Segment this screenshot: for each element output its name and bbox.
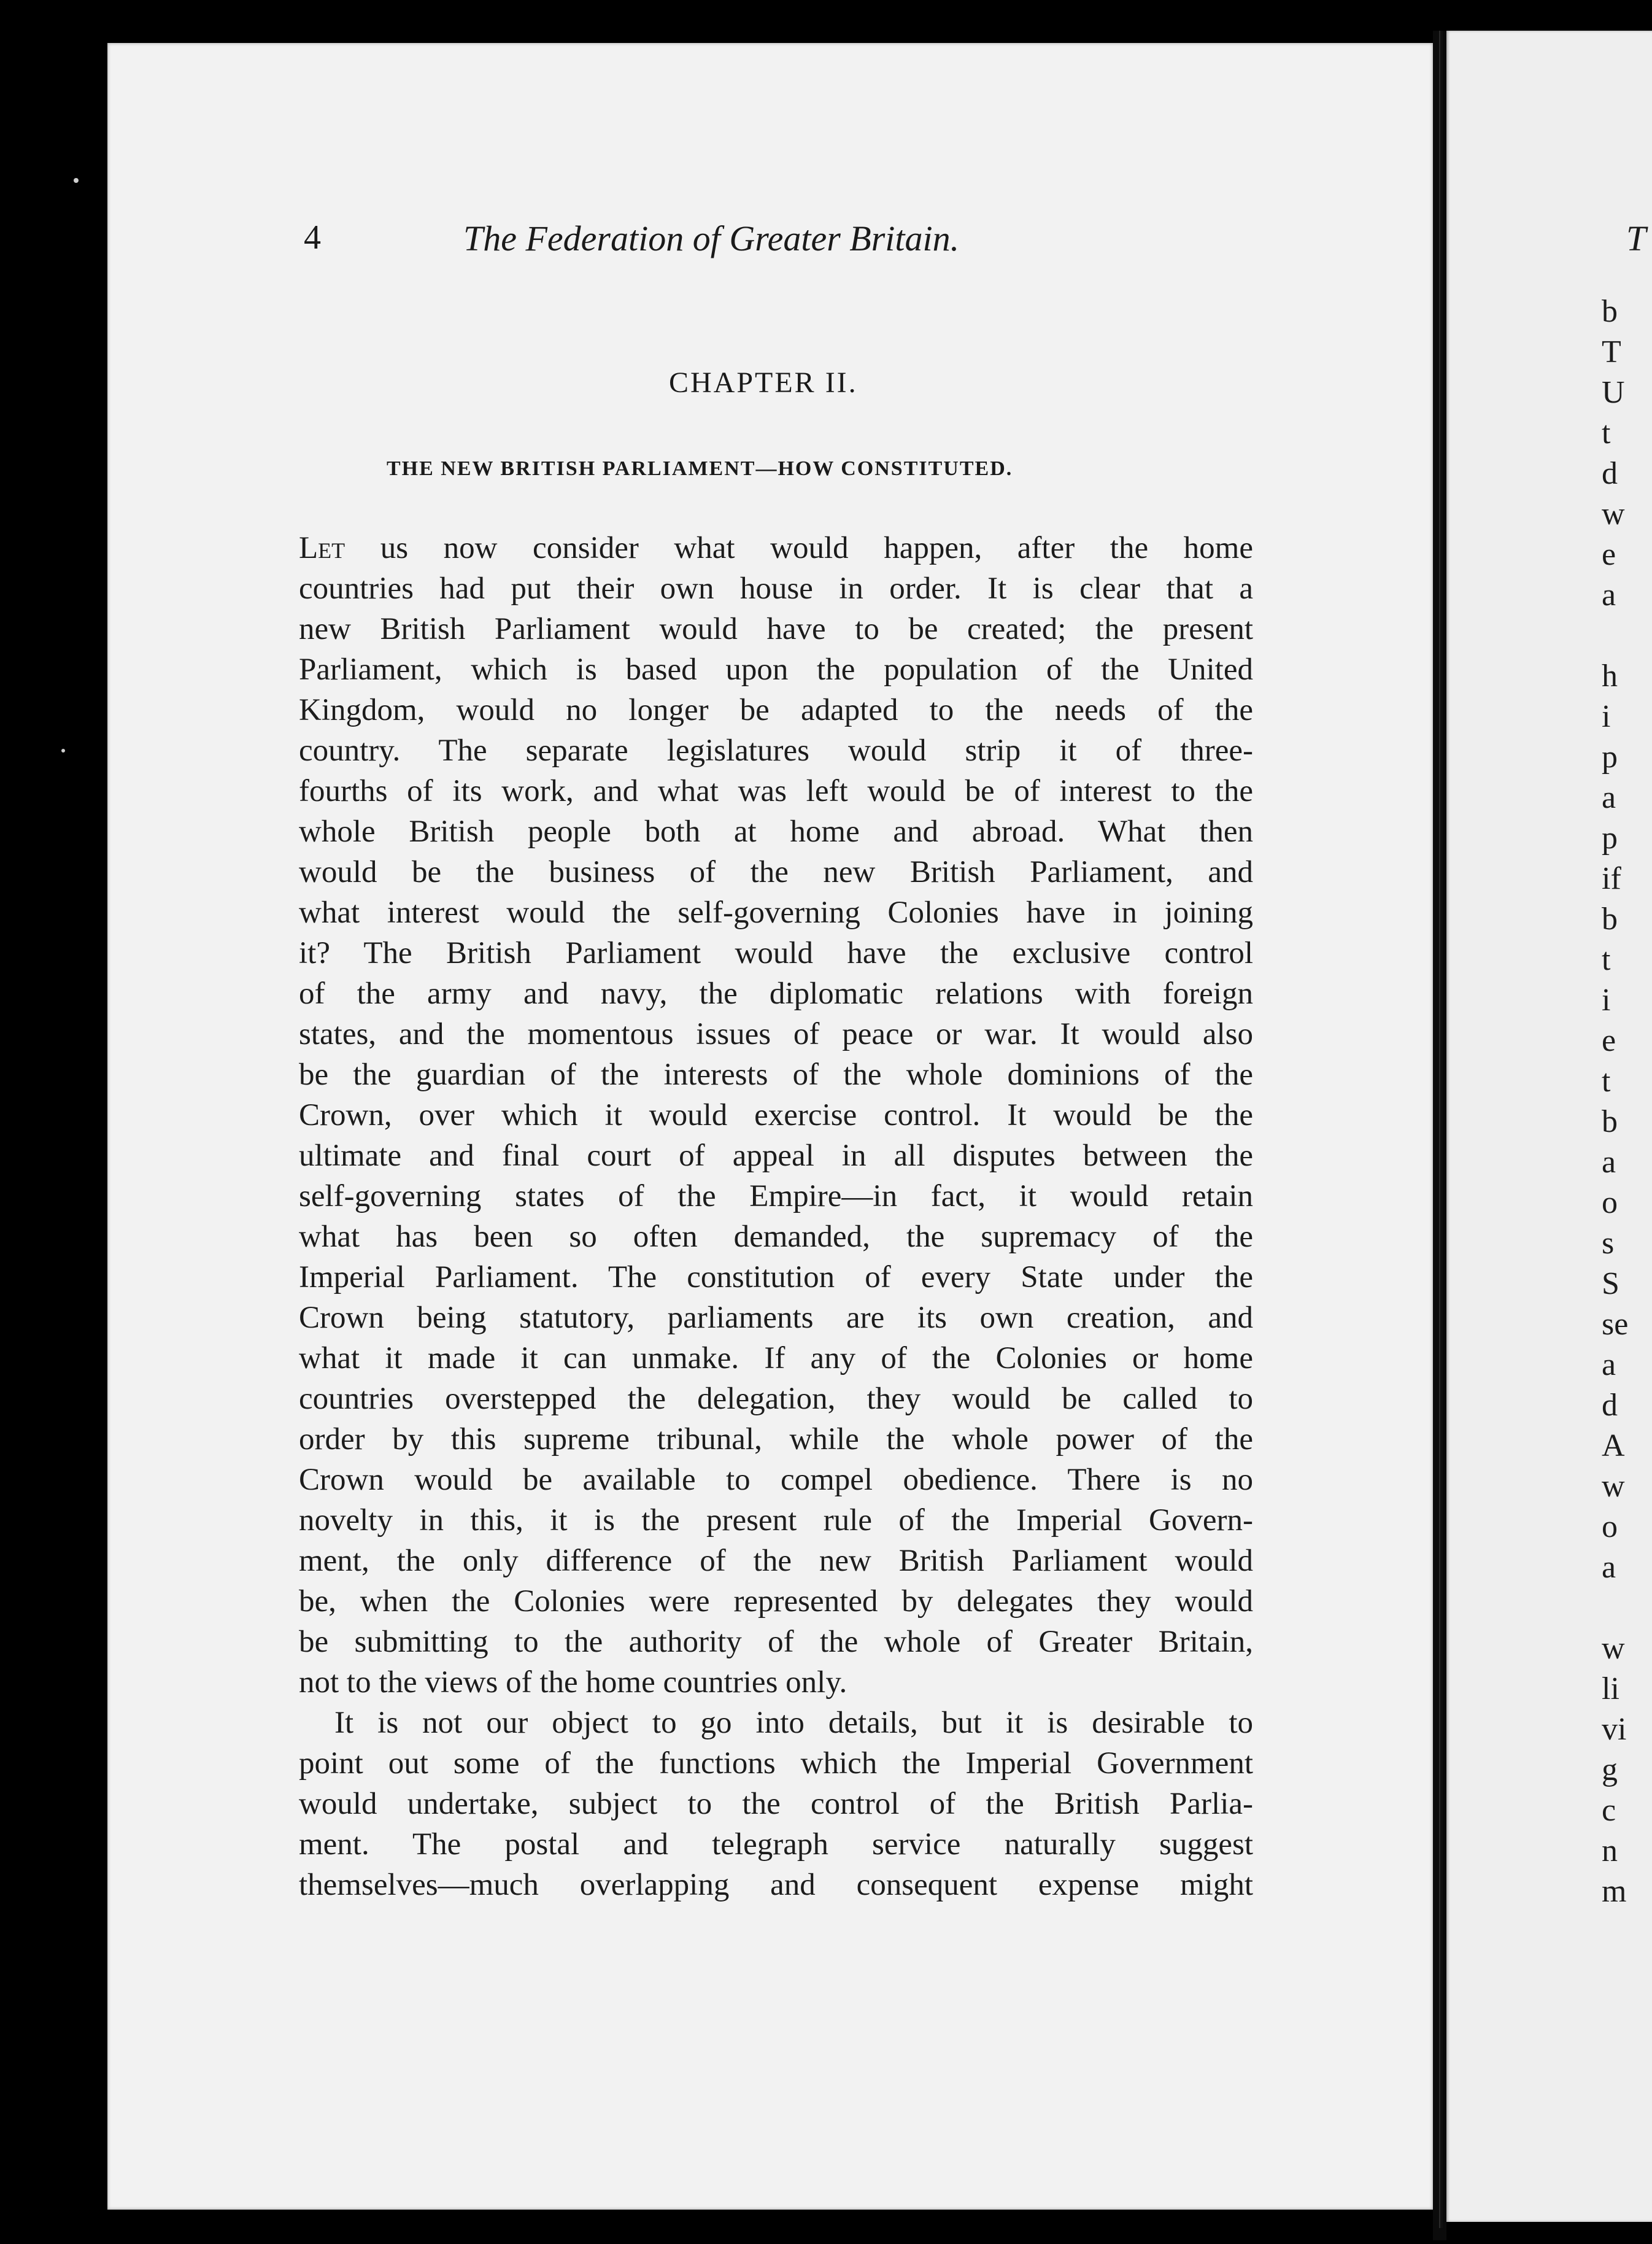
chapter-heading: CHAPTER II. — [669, 366, 858, 399]
scan-speck — [74, 178, 79, 183]
paragraph-line: would be the business of the new British Parliament, and — [299, 855, 1253, 889]
paragraph-line: what it made it can unmake. If any of the Colonies or home — [299, 1341, 1253, 1375]
margin-letter: d — [1602, 1388, 1618, 1423]
paragraph-line — [299, 528, 1253, 568]
margin-letter: b — [1602, 1104, 1618, 1139]
margin-letter: g — [1602, 1752, 1618, 1787]
paragraph-line: Parliament, which is based upon the population of the United — [299, 652, 1253, 687]
paragraph-line: Crown being statutory, parliaments are its own creation, and — [299, 1301, 1253, 1335]
margin-letter: b — [1602, 902, 1618, 937]
margin-letter: a — [1602, 780, 1616, 815]
paragraph-line: countries had put their own house in order. It is clear that a — [299, 571, 1253, 606]
margin-letter: T — [1602, 335, 1621, 369]
paragraph-line: would undertake, subject to the control of the British Parlia- — [299, 1787, 1253, 1821]
paragraph-line: countries overstepped the delegation, they would be called to — [299, 1382, 1253, 1416]
paragraph-line: Crown, over which it would exercise control. It would be the — [299, 1098, 1253, 1132]
paragraph-line: ultimate and final court of appeal in all disputes between the — [299, 1139, 1253, 1173]
paragraph-line: be submitting to the authority of the whole of Greater Britain, — [299, 1625, 1253, 1659]
paragraph-line: ment. The postal and telegraph service naturally suggest — [299, 1827, 1253, 1862]
paragraph-line: country. The separate legislatures would strip it of three- — [299, 733, 1253, 768]
paragraph-line: themselves—much overlapping and consequent expense might — [299, 1868, 1253, 1902]
margin-letter: w — [1602, 1469, 1625, 1504]
paragraph-line: states, and the momentous issues of peace or war. It would also — [299, 1017, 1253, 1051]
margin-letter: i — [1602, 699, 1611, 734]
paragraph-line: whole British people both at home and abroad. What then — [299, 814, 1253, 849]
margin-letter: w — [1602, 497, 1625, 532]
margin-letter: se — [1602, 1307, 1629, 1342]
margin-letter: c — [1602, 1793, 1616, 1828]
paragraph-line: not to the views of the home countries only. — [299, 1665, 847, 1700]
paragraph-line: be, when the Colonies were represented by delegates they would — [299, 1584, 1253, 1619]
drop-lead-word: Let — [299, 531, 345, 565]
margin-letter: e — [1602, 1023, 1616, 1058]
margin-letter: p — [1602, 821, 1618, 856]
running-title: The Federation of Greater Britain. — [463, 219, 960, 258]
paragraph-line: It is not our object to go into details, but it is desirable to — [334, 1706, 1253, 1740]
margin-letter: U — [1602, 375, 1625, 410]
paragraph-line: ment, the only difference of the new British Parliament would — [299, 1544, 1253, 1578]
margin-letter: e — [1602, 537, 1616, 572]
margin-letter: li — [1602, 1671, 1619, 1706]
margin-letter: n — [1602, 1833, 1618, 1868]
margin-letter: a — [1602, 1347, 1616, 1382]
paragraph-line: point out some of the functions which the Imperial Government — [299, 1746, 1253, 1781]
margin-letter: o — [1602, 1509, 1618, 1544]
margin-letter: m — [1602, 1874, 1627, 1909]
paragraph-line: novelty in this, it is the present rule of the Imperial Govern- — [299, 1503, 1253, 1538]
margin-letter: A — [1602, 1428, 1625, 1463]
margin-letter: t — [1602, 942, 1611, 977]
page-number: 4 — [304, 219, 321, 257]
margin-letter: o — [1602, 1185, 1618, 1220]
paragraph-line: self-governing states of the Empire—in fact, it would retain — [299, 1179, 1253, 1213]
margin-letter: vi — [1602, 1712, 1627, 1747]
margin-letter: t — [1602, 416, 1611, 451]
margin-letter: w — [1602, 1631, 1625, 1666]
margin-letter: p — [1602, 740, 1618, 775]
margin-letter: a — [1602, 1550, 1616, 1585]
gutter-line — [1439, 31, 1443, 2228]
margin-letter: if — [1602, 861, 1621, 896]
margin-letter: b — [1602, 294, 1618, 329]
paragraph-line: order by this supreme tribunal, while the whole power of the — [299, 1422, 1253, 1457]
paragraph-line: fourths of its work, and what was left would be of interest to the — [299, 774, 1253, 808]
margin-letter: t — [1602, 1064, 1611, 1099]
margin-letter: a — [1602, 578, 1616, 613]
paragraph-line: Crown would be available to compel obedience. There is no — [299, 1463, 1253, 1497]
paragraph-line: what interest would the self-governing Colonies have in joining — [299, 896, 1253, 930]
paragraph-line: Imperial Parliament. The constitution of every State under the — [299, 1260, 1253, 1294]
paragraph-line: Kingdom, would no longer be adapted to the needs of the — [299, 693, 1253, 727]
paragraph-line: it? The British Parliament would have the exclusive control — [299, 936, 1253, 970]
margin-letter: h — [1602, 659, 1618, 694]
margin-letter: s — [1602, 1226, 1615, 1261]
margin-letter: S — [1602, 1266, 1619, 1301]
scan-speck — [61, 749, 65, 753]
first-line-text: us now consider what would happen, after the home — [345, 531, 1253, 565]
paragraph-line: new British Parliament would have to be created; the present — [299, 612, 1253, 646]
paragraph-line: what has been so often demanded, the supremacy of the — [299, 1220, 1253, 1254]
margin-letter: i — [1602, 983, 1611, 1018]
paragraph-line: be the guardian of the interests of the whole dominions of the — [299, 1058, 1253, 1092]
margin-letter: d — [1602, 456, 1618, 491]
margin-letter: a — [1602, 1145, 1616, 1180]
paragraph-line: of the army and navy, the diplomatic relations with foreign — [299, 977, 1253, 1011]
facing-page-header: T — [1626, 219, 1646, 258]
chapter-subtitle: THE NEW BRITISH PARLIAMENT—HOW CONSTITUTED. — [387, 457, 1013, 480]
